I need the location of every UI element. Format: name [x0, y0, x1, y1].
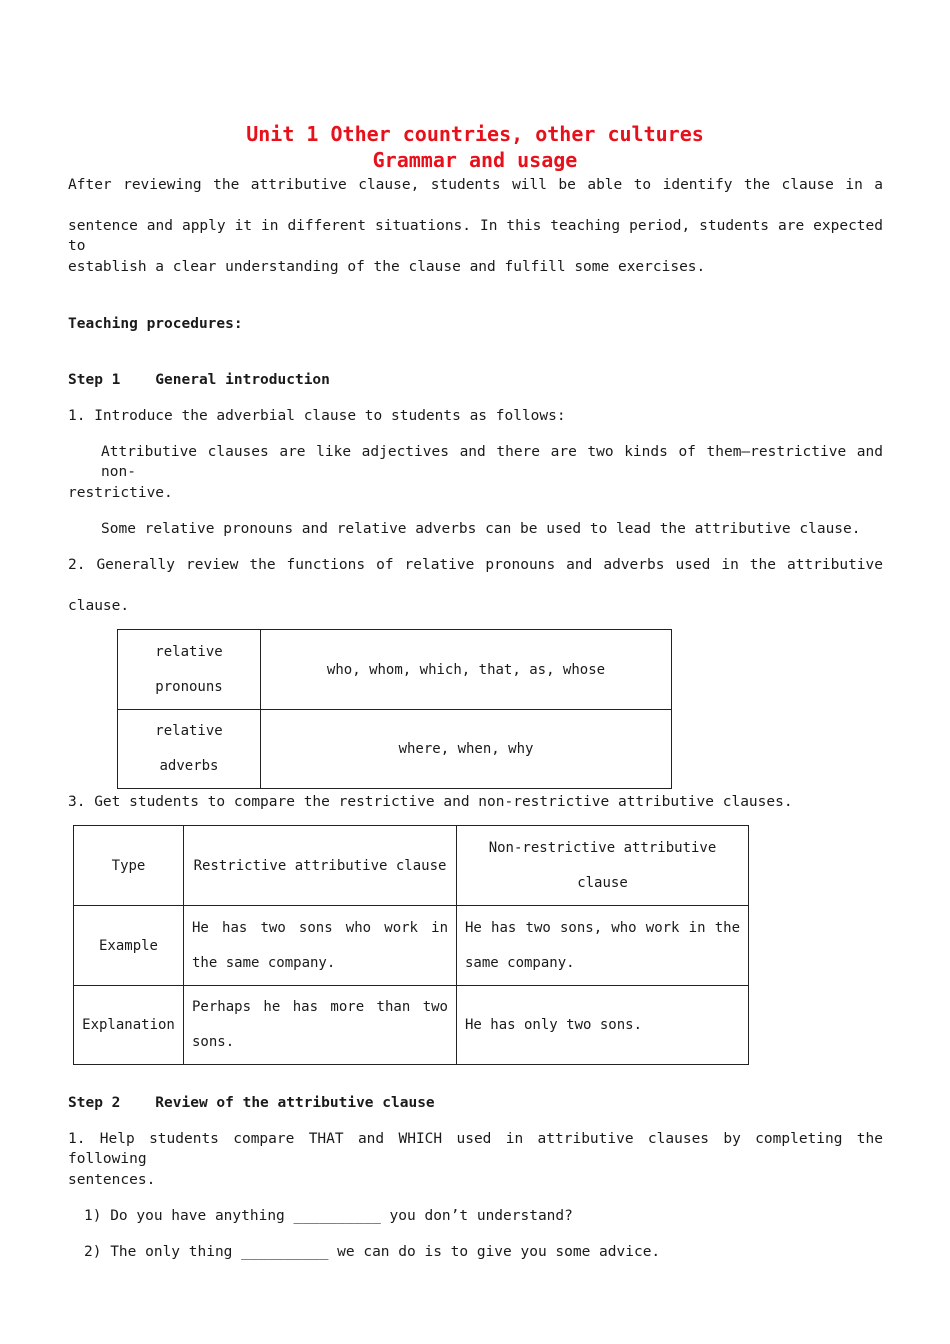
table-cell: Explanation	[74, 986, 184, 1065]
cell-text: same company.	[465, 954, 575, 971]
step1-item3: 3. Get students to compare the restrictive and non-restrictive attributive clauses.	[68, 794, 793, 810]
step1-heading: Step 1 General introduction	[68, 372, 330, 388]
step1-item1: 1. Introduce the adverbial clause to students as follows:	[68, 408, 566, 424]
table-cell	[457, 906, 749, 986]
cell-text: Non-restrictive attributive	[488, 839, 717, 856]
cell-text: He has two sons, who work in the	[465, 919, 740, 936]
intro-line-1: After reviewing the attributive clause, students will be able to identify the clause in a	[68, 177, 883, 193]
table-cell	[118, 710, 261, 789]
document-title: Unit 1 Other countries, other cultures	[246, 122, 704, 146]
document-subtitle: Grammar and usage	[372, 148, 578, 172]
table-cell: Example	[74, 906, 184, 986]
table-row	[74, 906, 749, 986]
table-cell: where, when, why	[261, 710, 672, 789]
table-cell	[118, 630, 261, 710]
intro-line-2: sentence and apply it in different situations. In this teaching period, students are expected to	[68, 218, 883, 254]
table-cell	[184, 986, 457, 1065]
exercise-question-1: 1) Do you have anything __________ you don’t understand?	[84, 1208, 573, 1224]
cell-text: He has two sons who work in	[192, 919, 448, 936]
step2-item1-line2: sentences.	[68, 1172, 156, 1188]
step1-para2: Some relative pronouns and relative adverbs can be used to lead the attributive clause.	[101, 521, 861, 537]
cell-text: pronouns	[155, 678, 223, 695]
table-row	[74, 986, 749, 1065]
exercise-question-2: 2) The only thing __________ we can do is to give you some advice.	[84, 1244, 661, 1260]
relative-words-table	[117, 629, 672, 789]
cell-text: the same company.	[192, 954, 336, 971]
cell-text: relative	[155, 723, 223, 739]
cell-text: sons.	[192, 1034, 235, 1050]
step2-item1-line1: 1. Help students compare THAT and WHICH used in attributive clauses by completing the following	[68, 1131, 883, 1167]
step1-item2-line1: 2. Generally review the functions of relative pronouns and adverbs used in the attributive	[68, 557, 883, 573]
step1-item2-line2: clause.	[68, 598, 130, 614]
teaching-procedures-heading: Teaching procedures:	[68, 316, 243, 332]
table-cell	[184, 906, 457, 986]
cell-text: clause	[577, 874, 628, 891]
table-row	[118, 710, 672, 789]
intro-line-3: establish a clear understanding of the clause and fulfill some exercises.	[68, 259, 706, 275]
table-cell: who, whom, which, that, as, whose	[261, 630, 672, 710]
step2-heading: Step 2 Review of the attributive clause	[68, 1095, 435, 1111]
table-row	[74, 826, 749, 906]
step1-para1-line2: restrictive.	[68, 485, 173, 501]
table-row	[118, 630, 672, 710]
cell-text: relative	[155, 643, 223, 660]
step1-para1-line1: Attributive clauses are like adjectives and there are two kinds of them—restrictive and non-	[101, 444, 883, 480]
table-cell: He has only two sons.	[457, 986, 749, 1065]
cell-text: adverbs	[159, 758, 219, 774]
table-header-type: Type	[74, 826, 184, 906]
cell-text: Perhaps he has more than two	[192, 999, 448, 1015]
table-header-nonrestrictive	[457, 826, 749, 906]
table-header-restrictive: Restrictive attributive clause	[184, 826, 457, 906]
clause-comparison-table	[73, 825, 749, 1065]
